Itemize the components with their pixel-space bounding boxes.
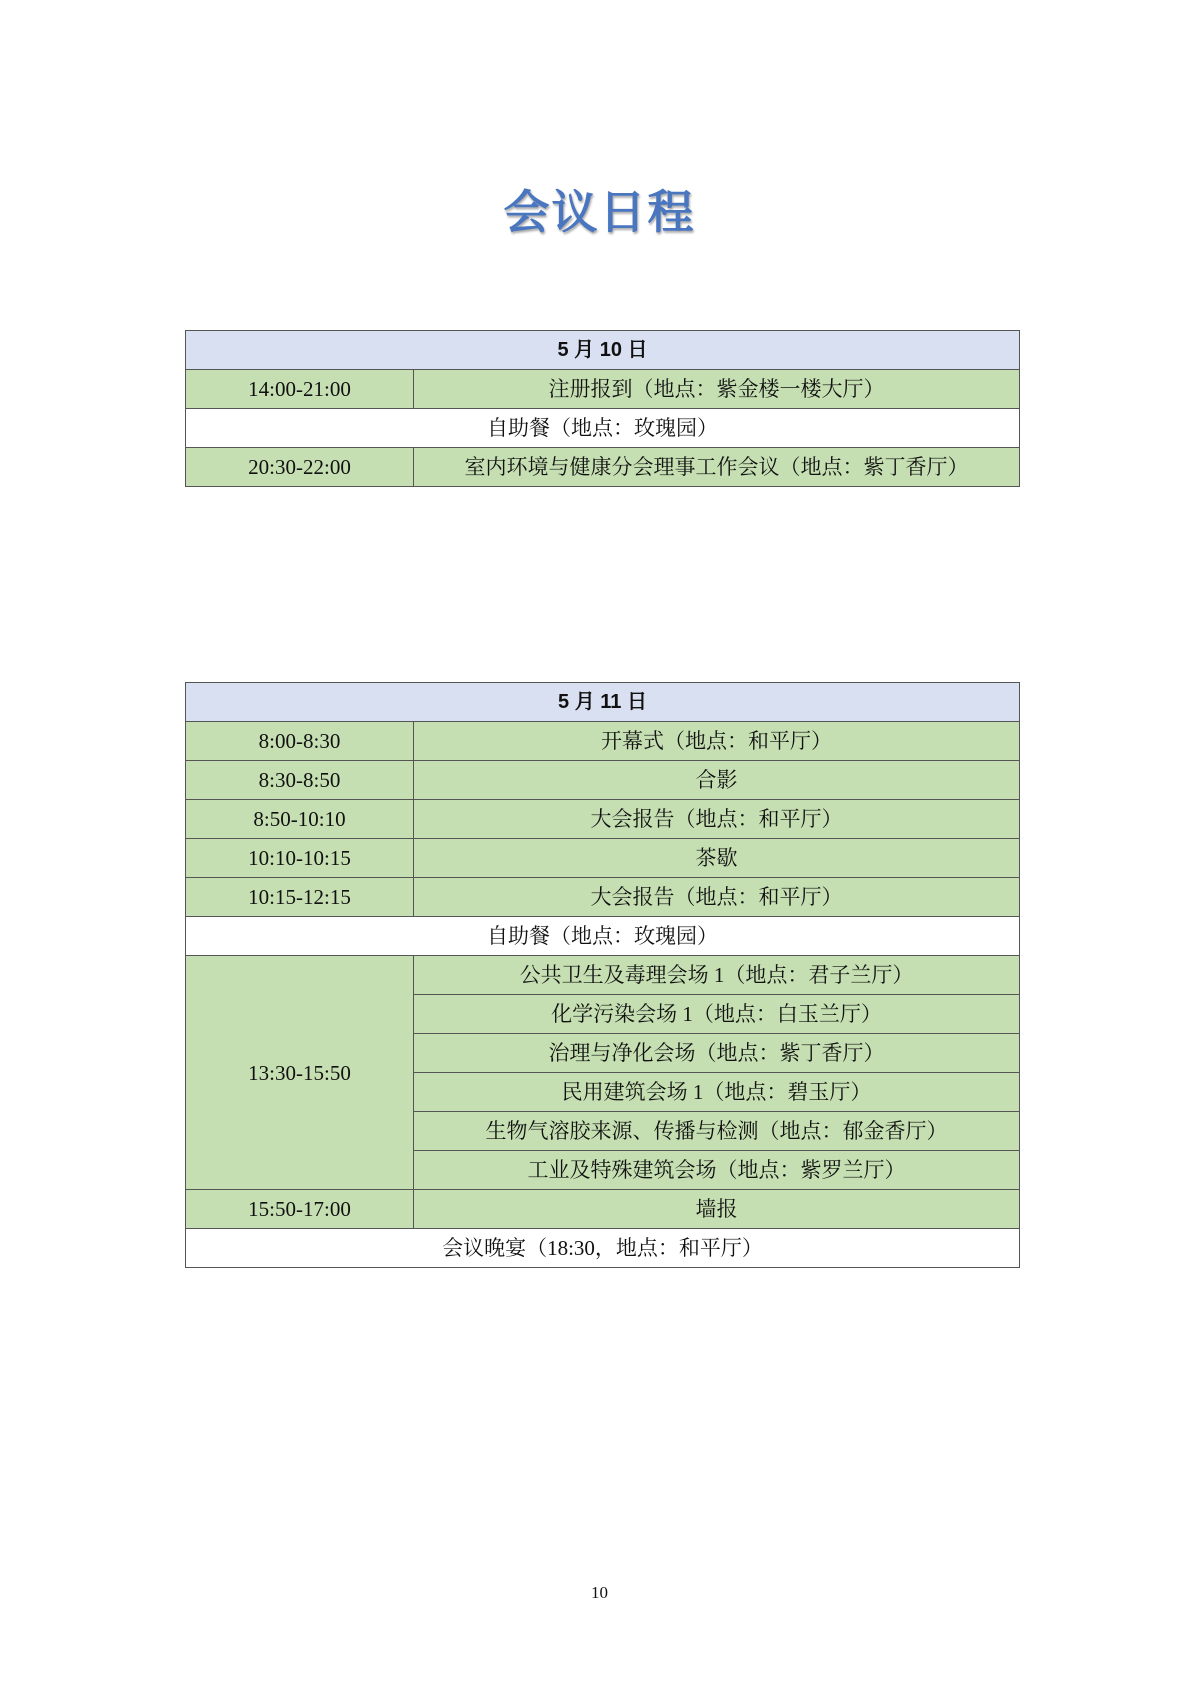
- time-cell: 8:30-8:50: [186, 761, 414, 800]
- time-cell: 20:30-22:00: [186, 448, 414, 487]
- event-cell: 室内环境与健康分会理事工作会议（地点：紫丁香厅）: [414, 448, 1020, 487]
- time-cell: 15:50-17:00: [186, 1190, 414, 1229]
- event-cell: 自助餐（地点：玫瑰园）: [186, 917, 1020, 956]
- time-cell: 14:00-21:00: [186, 370, 414, 409]
- session-cell: 生物气溶胶来源、传播与检测（地点：郁金香厅）: [414, 1112, 1020, 1151]
- page-number: 10: [591, 1583, 608, 1602]
- schedule-table-may-10: [185, 330, 1020, 487]
- event-cell: 墙报: [414, 1190, 1020, 1229]
- session-cell: 化学污染会场 1（地点：白玉兰厅）: [414, 995, 1020, 1034]
- event-cell: 注册报到（地点：紫金楼一楼大厅）: [414, 370, 1020, 409]
- event-cell: 开幕式（地点：和平厅）: [414, 722, 1020, 761]
- event-cell: 大会报告（地点：和平厅）: [414, 878, 1020, 917]
- event-cell: 茶歇: [414, 839, 1020, 878]
- day-header-row: [186, 683, 1020, 722]
- session-cell: 民用建筑会场 1（地点：碧玉厅）: [414, 1073, 1020, 1112]
- time-cell: 8:50-10:10: [186, 800, 414, 839]
- day-header-row: [186, 331, 1020, 370]
- event-cell: 合影: [414, 761, 1020, 800]
- table-row: [186, 917, 1020, 956]
- table-row: [186, 956, 1020, 995]
- schedule-table-may-11: [185, 682, 1020, 1268]
- table-row: [186, 1229, 1020, 1268]
- session-cell: 公共卫生及毒理会场 1（地点：君子兰厅）: [414, 956, 1020, 995]
- session-cell: 治理与净化会场（地点：紫丁香厅）: [414, 1034, 1020, 1073]
- time-cell: 8:00-8:30: [186, 722, 414, 761]
- table-row: [186, 800, 1020, 839]
- day-header: 5 月 10 日: [186, 331, 1020, 370]
- table-row: [186, 839, 1020, 878]
- page-title: 会议日程: [503, 185, 696, 239]
- session-cell: 工业及特殊建筑会场（地点：紫罗兰厅）: [414, 1151, 1020, 1190]
- table-row: [186, 878, 1020, 917]
- table-row: [186, 722, 1020, 761]
- event-cell: 大会报告（地点：和平厅）: [414, 800, 1020, 839]
- table-row: [186, 409, 1020, 448]
- time-cell: 10:10-10:15: [186, 839, 414, 878]
- time-cell-parallel: 13:30-15:50: [186, 956, 414, 1190]
- table-row: [186, 1190, 1020, 1229]
- table-row: [186, 370, 1020, 409]
- event-cell: 会议晚宴（18:30，地点：和平厅）: [186, 1229, 1020, 1268]
- table-row: [186, 761, 1020, 800]
- day-header: 5 月 11 日: [186, 683, 1020, 722]
- table-row: [186, 448, 1020, 487]
- event-cell: 自助餐（地点：玫瑰园）: [186, 409, 1020, 448]
- time-cell: 10:15-12:15: [186, 878, 414, 917]
